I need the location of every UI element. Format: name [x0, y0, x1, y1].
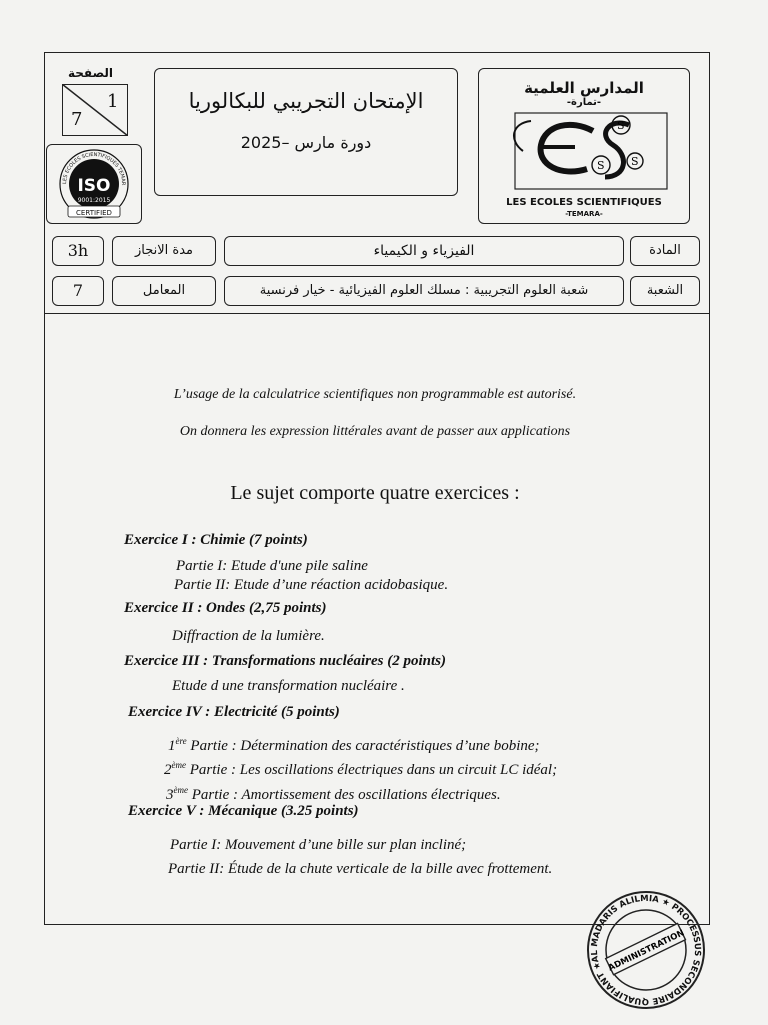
svg-text:ISO: ISO: [77, 176, 111, 196]
subject-label: المادة: [649, 243, 681, 258]
exercise-5-part-2: Partie II: Étude de la chute verticale de la bille avec frottement.: [168, 861, 553, 877]
page-number-box: [62, 84, 128, 136]
coef-value: 7: [72, 281, 84, 300]
svg-text:LES ECOLES SCIENTIFIQUES TEMAR: LES ECOLES SCIENTIFIQUES TEMAR: [61, 151, 127, 186]
exercise-1-part-1: Partie I: Etude d'une pile saline: [176, 558, 368, 574]
svg-text:9001:2015: 9001:2015: [77, 197, 111, 204]
exercise-1-part-2: Partie II: Etude d’une réaction acidobasique.: [174, 577, 449, 593]
part-ordinal: ème: [173, 785, 188, 795]
part-text: Partie : Amortissement des oscillations électriques.: [188, 787, 501, 803]
iso-certification-logo: [50, 146, 138, 222]
svg-text:S: S: [631, 155, 639, 168]
part-number: 3: [166, 787, 174, 803]
exercise-5-title: Exercice V : Mécanique (3.25 points): [128, 803, 359, 819]
exam-title: الإمتحان التجريبي للبكالوريا: [188, 89, 424, 113]
branch-value-box: [224, 276, 624, 306]
duration-value-box: [52, 236, 104, 266]
duration-label: مدة الانجاز: [134, 243, 193, 258]
part-ordinal: ère: [175, 736, 187, 746]
coef-label: المعامل: [142, 283, 186, 298]
calculator-note: L’usage de la calculatrice scientifiques non programmable est autorisé.: [173, 387, 577, 402]
header-divider: [44, 313, 710, 314]
part-number: 2: [164, 762, 172, 778]
exercise-4-part-3: [166, 785, 501, 804]
exercise-2-title: Exercice II : Ondes (2,75 points): [124, 600, 327, 616]
page-label: الصفحة: [68, 66, 114, 80]
page-total: 7: [71, 109, 83, 130]
coef-value-box: [52, 276, 104, 306]
branch-value: شعبة العلوم التجريبية : مسلك العلوم الفيزيائية - خيار فرنسية: [259, 283, 589, 298]
exercise-4-part-2: [164, 760, 557, 779]
duration-label-box: [112, 236, 216, 266]
exercise-4-title: Exercice IV : Electricité (5 points): [128, 704, 340, 720]
expressions-note: On donnera les expression littérales avant de passer aux applications: [179, 424, 571, 439]
part-number: 1: [168, 738, 176, 754]
school-name-fr: LES ECOLES SCIENTIFIQUES: [506, 197, 662, 208]
exercise-3-part-1: Etude d une transformation nucléaire .: [172, 678, 405, 694]
exam-session: دورة مارس –2025: [240, 133, 372, 152]
branch-label: الشعبة: [646, 283, 684, 298]
stamp-outer-text: AL MADARIS ALILMIA ★ PROCESSUS SECONDAIRE QUALIFIANT ★: [589, 893, 703, 1007]
exercise-5-part-1: Partie I: Mouvement d’une bille sur plan incliné;: [170, 837, 467, 853]
svg-text:S: S: [617, 119, 625, 132]
branch-label-box: [630, 276, 700, 306]
subject-label-box: [630, 236, 700, 266]
exercise-2-part-1: Diffraction de la lumière.: [172, 628, 325, 644]
subject-heading: Le sujet comporte quatre exercices :: [230, 482, 520, 504]
stamp-center-text: ADMINISTRATION: [606, 928, 687, 974]
exercise-3-title: Exercice III : Transformations nucléaires (2 points): [124, 653, 446, 669]
svg-text:CERTIFIED: CERTIFIED: [76, 209, 112, 217]
part-ordinal: ème: [171, 760, 186, 770]
duration-value: 3h: [67, 241, 89, 260]
exercise-1-title: Exercice I : Chimie (7 points): [124, 532, 308, 548]
exam-title-box: [154, 68, 458, 196]
part-text: Partie : Les oscillations électriques dans un circuit LC idéal;: [186, 762, 558, 778]
school-es-logo: [501, 111, 669, 193]
subject-value: الفيزياء و الكيمياء: [373, 243, 475, 259]
subject-value-box: [224, 236, 624, 266]
school-logo-box: [478, 68, 690, 224]
page-current: 1: [107, 91, 119, 112]
coef-label-box: [112, 276, 216, 306]
exercise-4-part-1: [168, 736, 540, 755]
school-city-fr: -TEMARA-: [565, 210, 603, 218]
svg-text:S: S: [597, 159, 605, 172]
school-name-ar: المدارس العلمية: [524, 79, 644, 97]
school-city-ar: -تمارة-: [566, 97, 602, 108]
part-text: Partie : Détermination des caractéristiques d’une bobine;: [186, 738, 540, 754]
